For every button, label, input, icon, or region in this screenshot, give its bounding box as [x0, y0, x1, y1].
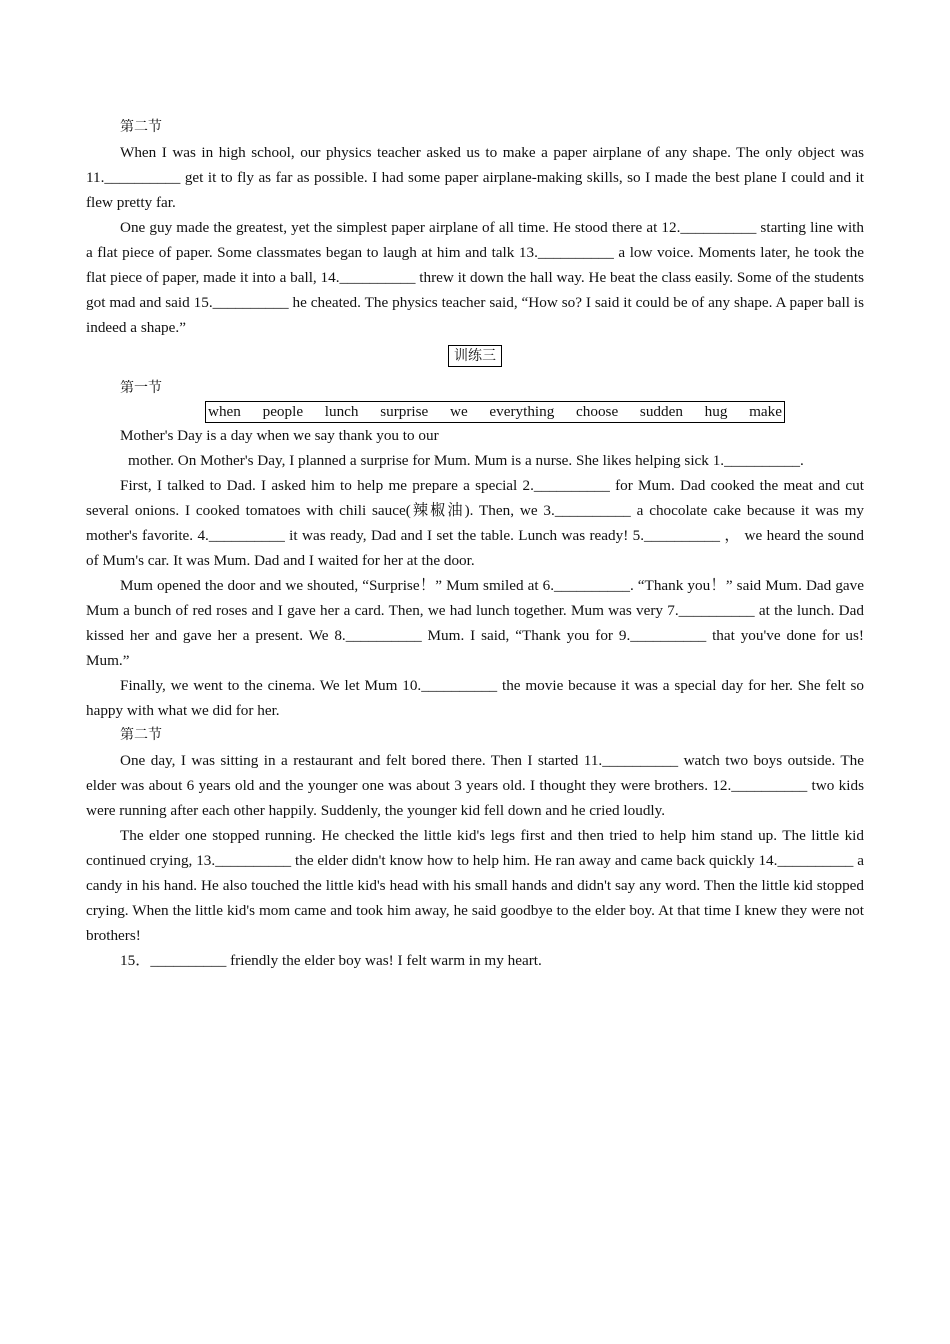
word-bank-item: we — [449, 403, 468, 420]
word-bank-item: make — [749, 403, 782, 420]
document-page — [86, 115, 864, 973]
word-bank-item: when — [208, 403, 241, 420]
word-bank-item: lunch — [324, 403, 359, 420]
paragraph: One guy made the greatest, yet the simplest paper airplane of all time. He stood there at 12.__________ starting line with a flat piece of paper. Some classmates began to laugh at him and talk 13.__________ a low voice. Moments later, he took the flat piece of paper, made it into a ball, 14.__________ threw it down the hall way. He beat the class easily. Some of the students got mad and said 15.__________ he cheated. The physics teacher said, “How so? I said it could be of any shape. A paper ball is indeed a shape.” — [86, 219, 864, 336]
training-title-container — [86, 343, 864, 373]
paragraph: One day, I was sitting in a restaurant and felt bored there. Then I started 11.__________ watch two boys outside. The elder was about 6 years old and the younger one was about 3 years old. I thought they were brothers. 12.__________ two kids were running after each other happily. Suddenly, the younger kid fell down and he cried loudly. — [86, 752, 864, 819]
section-heading: 第二节 — [120, 119, 162, 135]
paragraph: Mum opened the door and we shouted, “Surprise！” Mum smiled at 6.__________. “Thank you！” said Mum. Dad gave Mum a bunch of red roses and I gave her a card. Then, we had lunch together. Mum was very 7.__________ at the lunch. Dad kissed her and gave her a present. We 8.__________ Mum. I said, “Thank you for 9.__________ that you've done for us! Mum.” — [86, 577, 864, 669]
paragraph: Finally, we went to the cinema. We let Mum 10.__________ the movie because it was a special day for her. She felt so happy with what we did for her. — [86, 677, 864, 719]
paragraph: 15．__________ friendly the elder boy was! I felt warm in my heart. — [120, 952, 542, 969]
paragraph: First, I talked to Dad. I asked him to help me prepare a special 2.__________ for Mum. Dad cooked the meat and cut several onions. I cooked tomatoes with chili sauce(辣椒油). Then, we 3.__________ a chocolate cake because it was my mother's favorite. 4.__________ it was ready, Dad and I set the table. Lunch was ready! 5.__________ ， we heard the sound of Mum's car. It was Mum. Dad and I waited for her at the door. — [86, 477, 864, 569]
section-heading: 第二节 — [120, 727, 162, 743]
word-bank-item: hug — [704, 403, 728, 420]
word-bank-item: choose — [576, 403, 619, 420]
word-bank-item: surprise — [380, 403, 429, 420]
word-bank — [205, 401, 785, 423]
word-bank-item: sudden — [639, 403, 683, 420]
word-bank-item: people — [262, 403, 304, 420]
paragraph: The elder one stopped running. He checked the little kid's legs first and then tried to help him stand up. The little kid continued crying, 13.__________ the elder didn't know how to help him. He ran away and came back quickly 14.__________ a candy in his hand. He also touched the little kid's head with his small hands and didn't say any word. Then the little kid stopped crying. When the little kid's mom came and took him away, he said goodbye to the elder boy. At that time I knew they were not brothers! — [86, 827, 864, 944]
paragraph-line: mother. On Mother's Day, I planned a surprise for Mum. Mum is a nurse. She likes helping sick 1.__________. — [128, 452, 804, 469]
word-bank-item: everything — [489, 403, 555, 420]
paragraph-line: Mother's Day is a day when we say thank you to our — [120, 427, 439, 444]
section-heading: 第一节 — [120, 380, 162, 396]
training-title: 训练三 — [448, 345, 502, 367]
paragraph: When I was in high school, our physics teacher asked us to make a paper airplane of any shape. The only object was 11.__________ get it to fly as far as possible. I had some paper airplane-making skills, so I made the best plane I could and it flew pretty far. — [86, 144, 864, 211]
